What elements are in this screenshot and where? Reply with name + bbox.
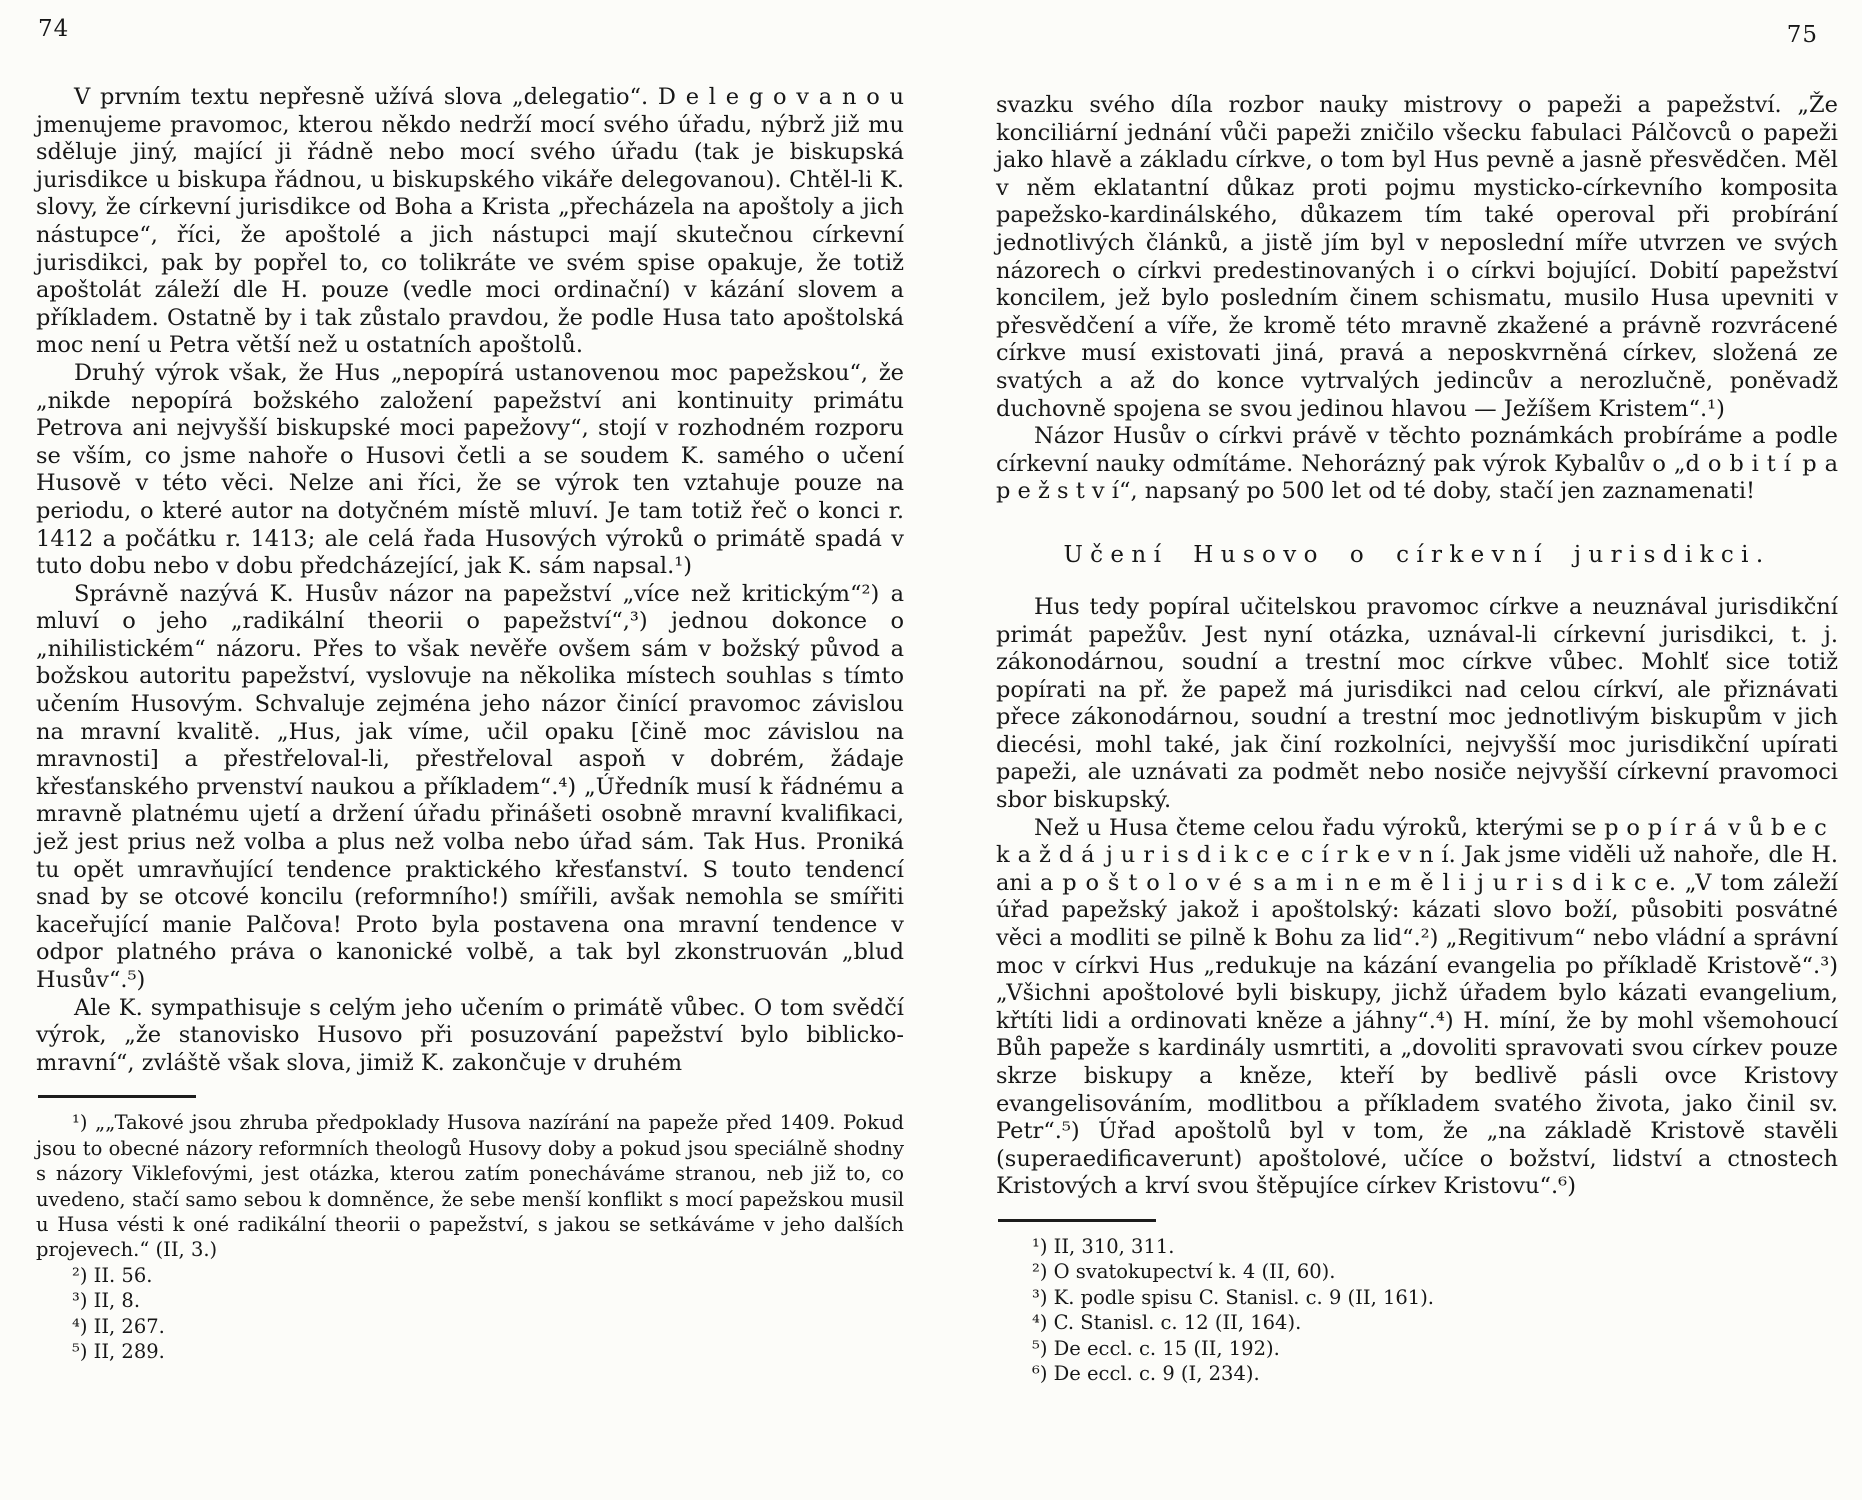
footnote: ⁵) De eccl. c. 15 (II, 192).: [1032, 1336, 1280, 1360]
footnote: ⁴) C. Stanisl. c. 12 (II, 164).: [1032, 1311, 1302, 1335]
page-number-right: 75: [1786, 22, 1818, 48]
footnote-separator: [38, 1095, 196, 1098]
paragraph: V prvním textu nepřesně užívá slova „delegatio“. D e l e g o v a n o u jmenujeme pravomoc, kterou někdo nedrží mocí svého úřadu, nýbrž již mu sděluje jiný, mající ji řádně nebo mocí svého úřadu (tak je biskupská jurisdikce u biskupa řádnou, u biskupského vikáře delegovanou). Chtěl-li K. slovy, že církevní jurisdikce od Boha a Krista „přecházela na apoštoly a jich nástupce“, říci, že apoštolé a jich nástupci mají skutečnou církevní jurisdikci, pak by popřel to, co tolikráte ve svém spise opakuje, že totiž apoštolát záleží dle H. pouze (vedle moci ordinační) v kázání slovem a příkladem. Ostatně by i tak zůstalo pravdou, že podle Husa tato apoštolská moc není u Petra větší než u ostatních apoštolů.: [36, 84, 904, 359]
footnote: ¹) II, 310, 311.: [1032, 1234, 1175, 1258]
footnote: ³) II, 8.: [72, 1289, 141, 1313]
paragraph: Druhý výrok však, že Hus „nepopírá ustanovenou moc papežskou“, že „nikde nepopírá božského založení papežství ani kontinuity primátu Petrova ani nejvyšší biskupské moci papežovy“, stojí v rozhodném rozporu se vším, co jsme nahoře o Husovi četli a se soudem K. samého o učení Husově v této věci. Nelze ani říci, že se výrok ten vztahuje pouze na periodu, o které autor na dotyčném místě mluví. Je tam totiž řeč o konci r. 1412 a počátku r. 1413; ale celá řada Husových výroků o primátě spadá v tuto dobu nebo v dobu předcházející, jak K. sám napsal.¹): [36, 359, 904, 580]
footnote: ¹) „„Takové jsou zhruba předpoklady Husova nazírání na papeže před 1409. Pokud jsou to obecné názory reformních theologů Husovy doby a pokud jsou speciálně shodny s názory Viklefovými, jest otázka, kterou zatím ponecháváme stranou, neb již to, co uvedeno, stačí samo sebou k domněnce, že sebe menší konflikt s mocí papežskou musil u Husa vésti k oné radikální theorii o papežství, s jakou se setkáváme v jeho dalších projevech.“ (II, 3.): [36, 1111, 904, 1262]
paragraph: Názor Husův o církvi právě v těchto poznámkách probíráme a podle církevní nauky odmítáme. Nehorázný pak výrok Kybalův o „d o b i t í p a p e ž s t v í“, napsaný po 500 let od té doby, stačí jen zaznamenati!: [996, 423, 1838, 505]
paragraph: Než u Husa čteme celou řadu výroků, kterými se p o p í r á v ů b e c k a ž d á j u r i s d i k c e c í r k e v n í. Jak jsme viděli už nahoře, dle H. ani a p o š t o l o v é s a m i n e m ě l i j u r i s d i k c e. „V tom záleží úřad papežský jakož i apoštolský: kázati slovo boží, působiti posvátné věci a modliti se pilně k Bohu za lid“.²) „Regitivum“ nebo vládní a správní moc v církvi Hus „redukuje na kázání evangelia po příkladě Kristově“.³) „Všichni apoštolové byli biskupy, jichž úřadem bylo kázati evangelium, křtíti lidi a ordinovati kněze a jáhny“.⁴) H. míní, že by mohl všemohoucí Bůh papeže s kardinály usmrtiti, a „dovoliti spravovati svou církev pouze skrze biskupy a kněze, kteří by bedlivě pásli ovce Kristovy evangelisováním, modlitbou a příkladem svatého života, jako činil sv. Petr“.⁵) Úřad apoštolů byl v tom, že „na základě Kristově stavěli (superaedificaverunt) apoštolové, učíce o božství, lidství a ctnostech Kristových a krví svou štěpujíce církev Kristovu“.⁶): [996, 814, 1838, 1200]
section-heading: Učení Husovo o církevní jurisdikci.: [1063, 541, 1771, 568]
footnote: ³) K. podle spisu C. Stanisl. c. 9 (II, 161).: [1032, 1285, 1434, 1309]
footnote: ²) O svatokupectví k. 4 (II, 60).: [1032, 1260, 1336, 1284]
footnote-separator: [998, 1219, 1156, 1222]
right-column: [996, 0, 1838, 1500]
paragraph-continuation: svazku svého díla rozbor nauky mistrovy o papeži a papežství. „Že konciliární jednání vůči papeži zničilo všecku fabulaci Pálčovců o papeži jako hlavě a základu církve, o tom byl Hus pevně a jasně přesvědčen. Měl v něm eklatantní důkaz proti pojmu mysticko-církevního komposita papežsko-kardinálského, důkazem tím také operoval při probírání jednotlivých článků, a jistě jím byl v neposlední míře utvrzen ve svých názorech o církvi predestinovaných i o církvi bojující. Dobití papežství koncilem, jež bylo posledním činem schismatu, musilo Husa upevniti v přesvědčení a víře, že kromě této mravně zkažené a právně rozvrácené církve musí existovati jiná, pravá a neposkvrněná církev, složená ze svatých a až do konce vytrvalých jedincův a nerozlučně, poněvadž duchovně spojena se svou jedinou hlavou — Ježíšem Kristem“.¹): [996, 92, 1838, 422]
footnote: ²) II. 56.: [72, 1263, 153, 1287]
footnote: ⁵) II, 289.: [72, 1340, 165, 1364]
paragraph: Hus tedy popíral učitelskou pravomoc církve a neuznával jurisdikční primát papežův. Jest nyní otázka, uznával-li církevní jurisdikci, t. j. zákonodárnou, soudní a trestní moc církve vůbec. Mohlť sice totiž popírati na př. že papež má jurisdikci nad celou církví, ale přiznávati přece zákonodárnou, soudní a trestní moc jednotlivým biskupům v jich diecési, mohl také, jak činí rozkolníci, nejvyšší moc jurisdikční upírati papeži, ale uznávati za podmět nebo nosiče nejvyšší církevní pravomoci sbor biskupský.: [996, 593, 1838, 814]
footnote: ⁴) II, 267.: [72, 1314, 165, 1338]
footnote: ⁶) De eccl. c. 9 (I, 234).: [1032, 1362, 1260, 1385]
paragraph: Správně nazývá K. Husův názor na papežství „více než kritickým“²) a mluví o jeho „radikální theorii o papežství“,³) jednou dokonce o „nihilistickém“ názoru. Přes to však nevěře ovšem sám v božský původ a božskou autoritu papežství, vyslovuje na několika místech souhlas s tímto učením Husovým. Schvaluje zejména jeho názor činící pravomoc závislou na mravní kvalitě. „Hus, jak víme, učil opaku [čině moc závislou na mravnosti] a přestřeloval-li, přestřeloval aspoň v dobrém, žádaje křesťanského prvenství naukou a příkladem“.⁴) „Úředník musí k řádnému a mravně platnému ujetí a držení úřadu přinášeti osobně mravní kvalifikaci, jež jest prius než volba a plus než volba nebo úřad sám. Tak Hus. Proniká tu opět umravňující tendence praktického křesťanství. S touto tendencí snad by se otcové koncilu (reformního!) smířili, avšak nemohla se smířiti kaceřující manie Palčova! Proto byla postavena ona mravní tendence v odpor platného práva o kanonické volbě, a tak byl zkonstruován „blud Husův“.⁵): [36, 580, 904, 993]
page-number-left: 74: [38, 16, 70, 42]
left-column: [36, 0, 904, 1500]
paragraph: Ale K. sympathisuje s celým jeho učením o primátě vůbec. O tom svědčí výrok, „že stanovisko Husovo při posuzování papežství bylo biblicko-mravní“, zvláště však slova, jimiž K. zakončuje v druhém: [36, 994, 904, 1076]
